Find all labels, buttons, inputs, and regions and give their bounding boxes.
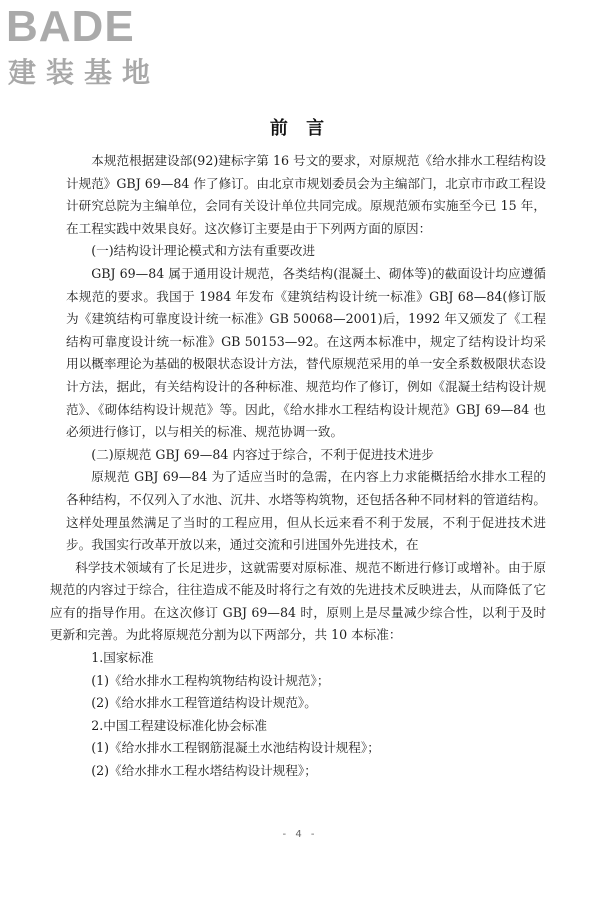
list-item: (1)《给水排水工程钢筋混凝土水池结构设计规程》； [91, 740, 380, 756]
bade-logo [6, 2, 176, 94]
list-heading-national: 1.国家标准 [91, 650, 154, 666]
document-body [50, 150, 547, 783]
page-number: - 4 - [282, 829, 318, 840]
paragraph-section-2b: 科学技术领域有了长足进步，这就需要对原标准、规范不断进行修订或增补。由于原规范的内容过于综合，往往造成不能及时将行之有效的先进技术反映进去，从而降低了它应有的指导作用。在这次修订 GBJ 69—84 时，原则上是尽量减少综合性，以利于及时更新和完善。为此将原规范分割为以下两部分，共 10 本标准： [50, 559, 546, 643]
logo-subtitle: 建装基地 [8, 56, 161, 89]
list-item: (1)《给水排水工程构筑物结构设计规范》； [91, 672, 330, 688]
page-title: 前 言 [269, 118, 331, 139]
section-heading-2: (二)原规范 GBJ 69—84 内容过于综合，不利于促进技术进步 [91, 446, 434, 462]
list-item: (2)《给水排水工程管道结构设计规范》。 [91, 695, 317, 711]
logo-brand-text: BADE [6, 2, 135, 51]
paragraph-section-1: GBJ 69—84 属于通用设计规范，各类结构(混凝土、砌体等)的截面设计均应遵循本规范的要求。我国于 1984 年发布《建筑结构设计统一标准》GBJ 68—84(修订版为《建筑结构可靠度设计统一标准》GB 50068—2001)后，1992 年又颁发了《工程结构可靠度设计统一标准》GB 50153—92。在这两本标准中，规定了结构设计均采用以概率理论为基础的极限状态设计方法，替代原规范采用的单一安全系数极限状态设计方法，据此，有关结构设计的各种标准、规范均作了修订，例如《混凝土结构设计规范》、《砌体结构设计规范》等。因此，《给水排水工程结构设计规范》GBJ 69—84 也必须进行修订，以与相关的标准、规范协调一致。 [66, 265, 546, 440]
section-heading-1: (一)结构设计理论模式和方法有重要改进 [91, 243, 316, 259]
list-heading-association: 2.中国工程建设标准化协会标准 [91, 717, 267, 733]
paragraph-section-2a: 原规范 GBJ 69—84 为了适应当时的急需，在内容上力求能概括给水排水工程的各种结构，不仅列入了水池、沉井、水塔等构筑物，还包括各种不同材料的管道结构。这样处理虽然满足了当时的工程应用，但从长远来看不利于发展，不利于促进技术进步。我国实行改革开放以来，通过交流和引进国外先进技术，在 [66, 469, 546, 553]
list-item: (2)《给水排水工程水塔结构设计规程》； [91, 763, 317, 779]
paragraph-intro: 本规范根据建设部(92)建标字第 16 号文的要求，对原规范《给水排水工程结构设计规范》GBJ 69—84 作了修订。由北京市规划委员会为主编部门，北京市市政工程设计研究总院为主编单位，会同有关设计单位共同完成。原规范颁布实施至今已 15 年，在工程实践中效果良好。这次修订主要是由于下列两方面的原因： [66, 153, 547, 236]
